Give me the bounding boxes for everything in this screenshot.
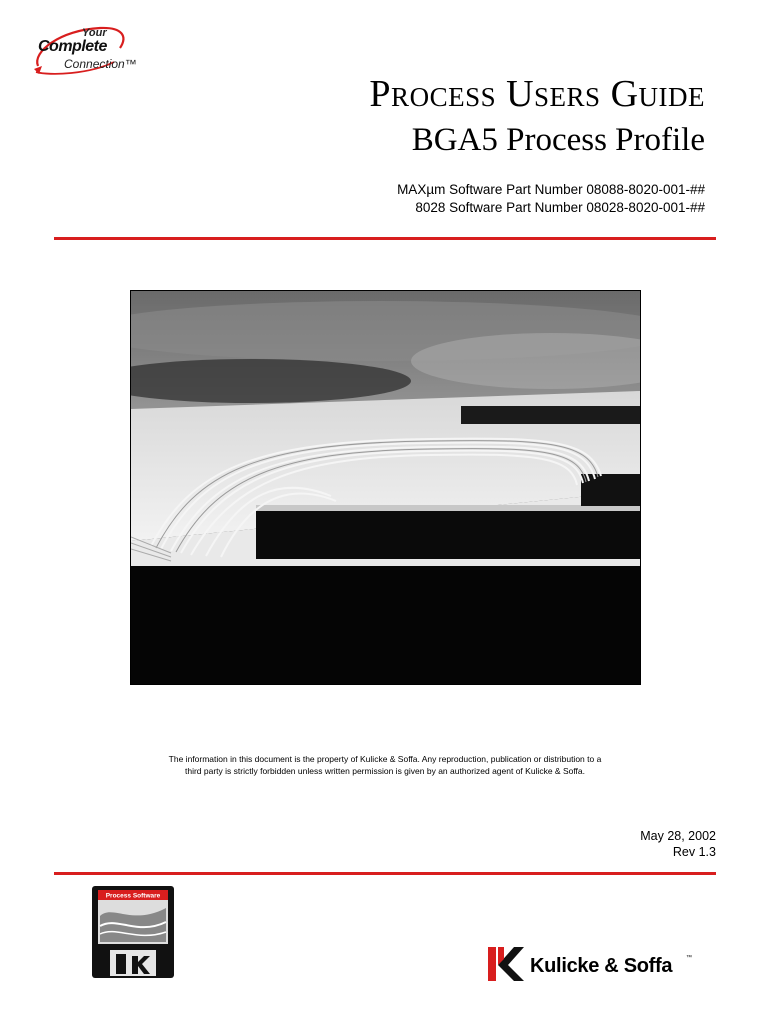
floppy-label: Process Software	[105, 892, 161, 900]
kulicke-soffa-logo	[486, 945, 698, 985]
your-complete-connection-logo	[30, 22, 137, 78]
document-subtitle: BGA5 Process Profile	[411, 122, 705, 158]
ks-mark-icon	[486, 945, 526, 983]
header-divider	[54, 237, 716, 240]
part-number-8028: 8028 Software Part Number 08028-8020-001-##	[415, 200, 705, 215]
logo-text-your: Your	[82, 27, 107, 39]
logo-text-connection: Connection™	[64, 57, 137, 71]
trademark-symbol: ™	[686, 955, 692, 961]
document-revision: Rev 1.3	[672, 845, 716, 859]
company-name: Kulicke & Soffa	[530, 955, 673, 977]
part-number-maxum: MAXµm Software Part Number 08088-8020-001-##	[397, 182, 705, 197]
document-title: Process Users Guide	[369, 73, 705, 115]
confidentiality-notice: The information in this document is the property of Kulicke & Soffa. Any reproduction, publication or distribution to a third party is strictly forbidden unless written permission is given by an authorized agent of Kulicke & Soffa.	[168, 754, 602, 776]
logo-text-complete: Complete	[38, 38, 107, 55]
wire-bond-photo	[130, 290, 641, 685]
document-date: May 28, 2002	[640, 829, 716, 843]
floppy-disk-icon	[92, 886, 174, 978]
footer-divider	[54, 872, 716, 875]
